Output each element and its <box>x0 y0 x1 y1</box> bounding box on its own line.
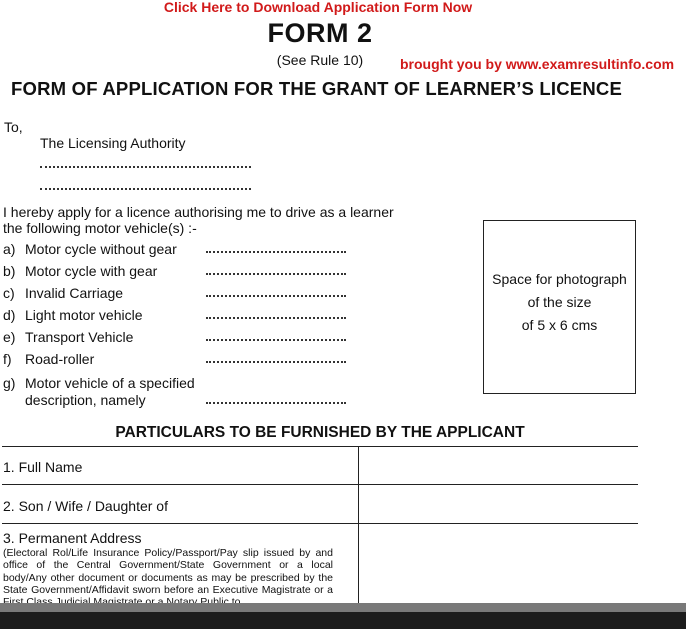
application-statement-line-2: the following motor vehicle(s) :- <box>3 220 197 236</box>
vehicle-item-name: Motor vehicle of a specified <box>25 375 195 391</box>
authority-address-line-2 <box>40 188 251 190</box>
vehicle-item-name: Road-roller <box>25 351 95 367</box>
authority-address-line-1 <box>40 166 251 168</box>
vehicle-item <box>0 329 360 347</box>
vehicle-entry-line <box>206 317 346 319</box>
vehicle-item-letter: e) <box>3 329 16 345</box>
vehicle-entry-line <box>206 273 346 275</box>
site-credit: brought you by www.examresultinfo.com <box>400 56 675 72</box>
vehicle-entry-line <box>206 361 346 363</box>
vehicle-item-letter: d) <box>3 307 16 323</box>
permanent-address-field[interactable] <box>360 525 638 603</box>
table-column-divider <box>358 446 359 606</box>
vehicle-item-name: Invalid Carriage <box>25 285 124 301</box>
vehicle-item <box>0 285 360 303</box>
vehicle-item-letter: g) <box>3 375 16 391</box>
bottom-bar <box>0 603 686 629</box>
photograph-box-line-3: of 5 x 6 cms <box>521 317 598 333</box>
permanent-address-note: (Electoral Rol/Life Insurance Policy/Passport/Pay slip issued by and office of the Central Government/State Government or a local body/Any other document or documents as may be prescribed by the State Government/Affidavit sworn before an Executive Magistrate or a <box>3 547 333 596</box>
full-name-field[interactable] <box>360 447 638 483</box>
download-form-link[interactable]: Click Here to Download Application Form Now <box>163 0 473 15</box>
permanent-address-label: 3. Permanent Address <box>3 530 142 546</box>
vehicle-item-letter: c) <box>3 285 15 301</box>
vehicle-entry-line <box>206 295 346 297</box>
vehicle-item <box>0 307 360 325</box>
vehicle-item-letter: f) <box>3 351 12 367</box>
vehicle-item-name: Motor cycle without gear <box>25 241 177 257</box>
table-row-divider <box>2 523 638 524</box>
licensing-authority-label: The Licensing Authority <box>40 135 186 151</box>
vehicle-item <box>0 241 360 259</box>
table-row-divider <box>2 484 638 485</box>
vehicle-item-name: Motor cycle with gear <box>25 263 158 279</box>
form-heading: FORM OF APPLICATION FOR THE GRANT OF LEARNER’S LICENCE <box>11 78 623 99</box>
application-statement-line-1: I hereby apply for a licence authorising me to drive as a learner <box>3 204 394 220</box>
vehicle-entry-line <box>206 251 346 253</box>
vehicle-item-name: Light motor vehicle <box>25 307 143 323</box>
to-label: To, <box>4 119 23 135</box>
vehicle-entry-line <box>206 402 346 404</box>
vehicle-item <box>0 263 360 281</box>
photograph-box <box>483 220 636 394</box>
relation-label: 2. Son / Wife / Daughter of <box>3 498 168 514</box>
form-title: FORM 2 <box>267 18 373 48</box>
full-name-label: 1. Full Name <box>3 459 83 475</box>
photograph-box-line-2: of the size <box>527 294 592 310</box>
vehicle-item-letter: b) <box>3 263 16 279</box>
bottom-bar-shade <box>0 603 686 612</box>
vehicle-item <box>0 351 360 369</box>
rule-reference: (See Rule 10) <box>276 52 364 68</box>
vehicle-item-name: Transport Vehicle <box>25 329 134 345</box>
relation-field[interactable] <box>360 486 638 522</box>
vehicle-item-letter: a) <box>3 241 16 257</box>
vehicle-entry-line <box>206 339 346 341</box>
particulars-heading: PARTICULARS TO BE FURNISHED BY THE APPLICANT <box>115 424 525 441</box>
application-statement <box>3 204 403 236</box>
photograph-box-line-1: Space for photograph <box>492 271 627 287</box>
vehicle-item-name-continued: description, namely <box>25 392 146 408</box>
